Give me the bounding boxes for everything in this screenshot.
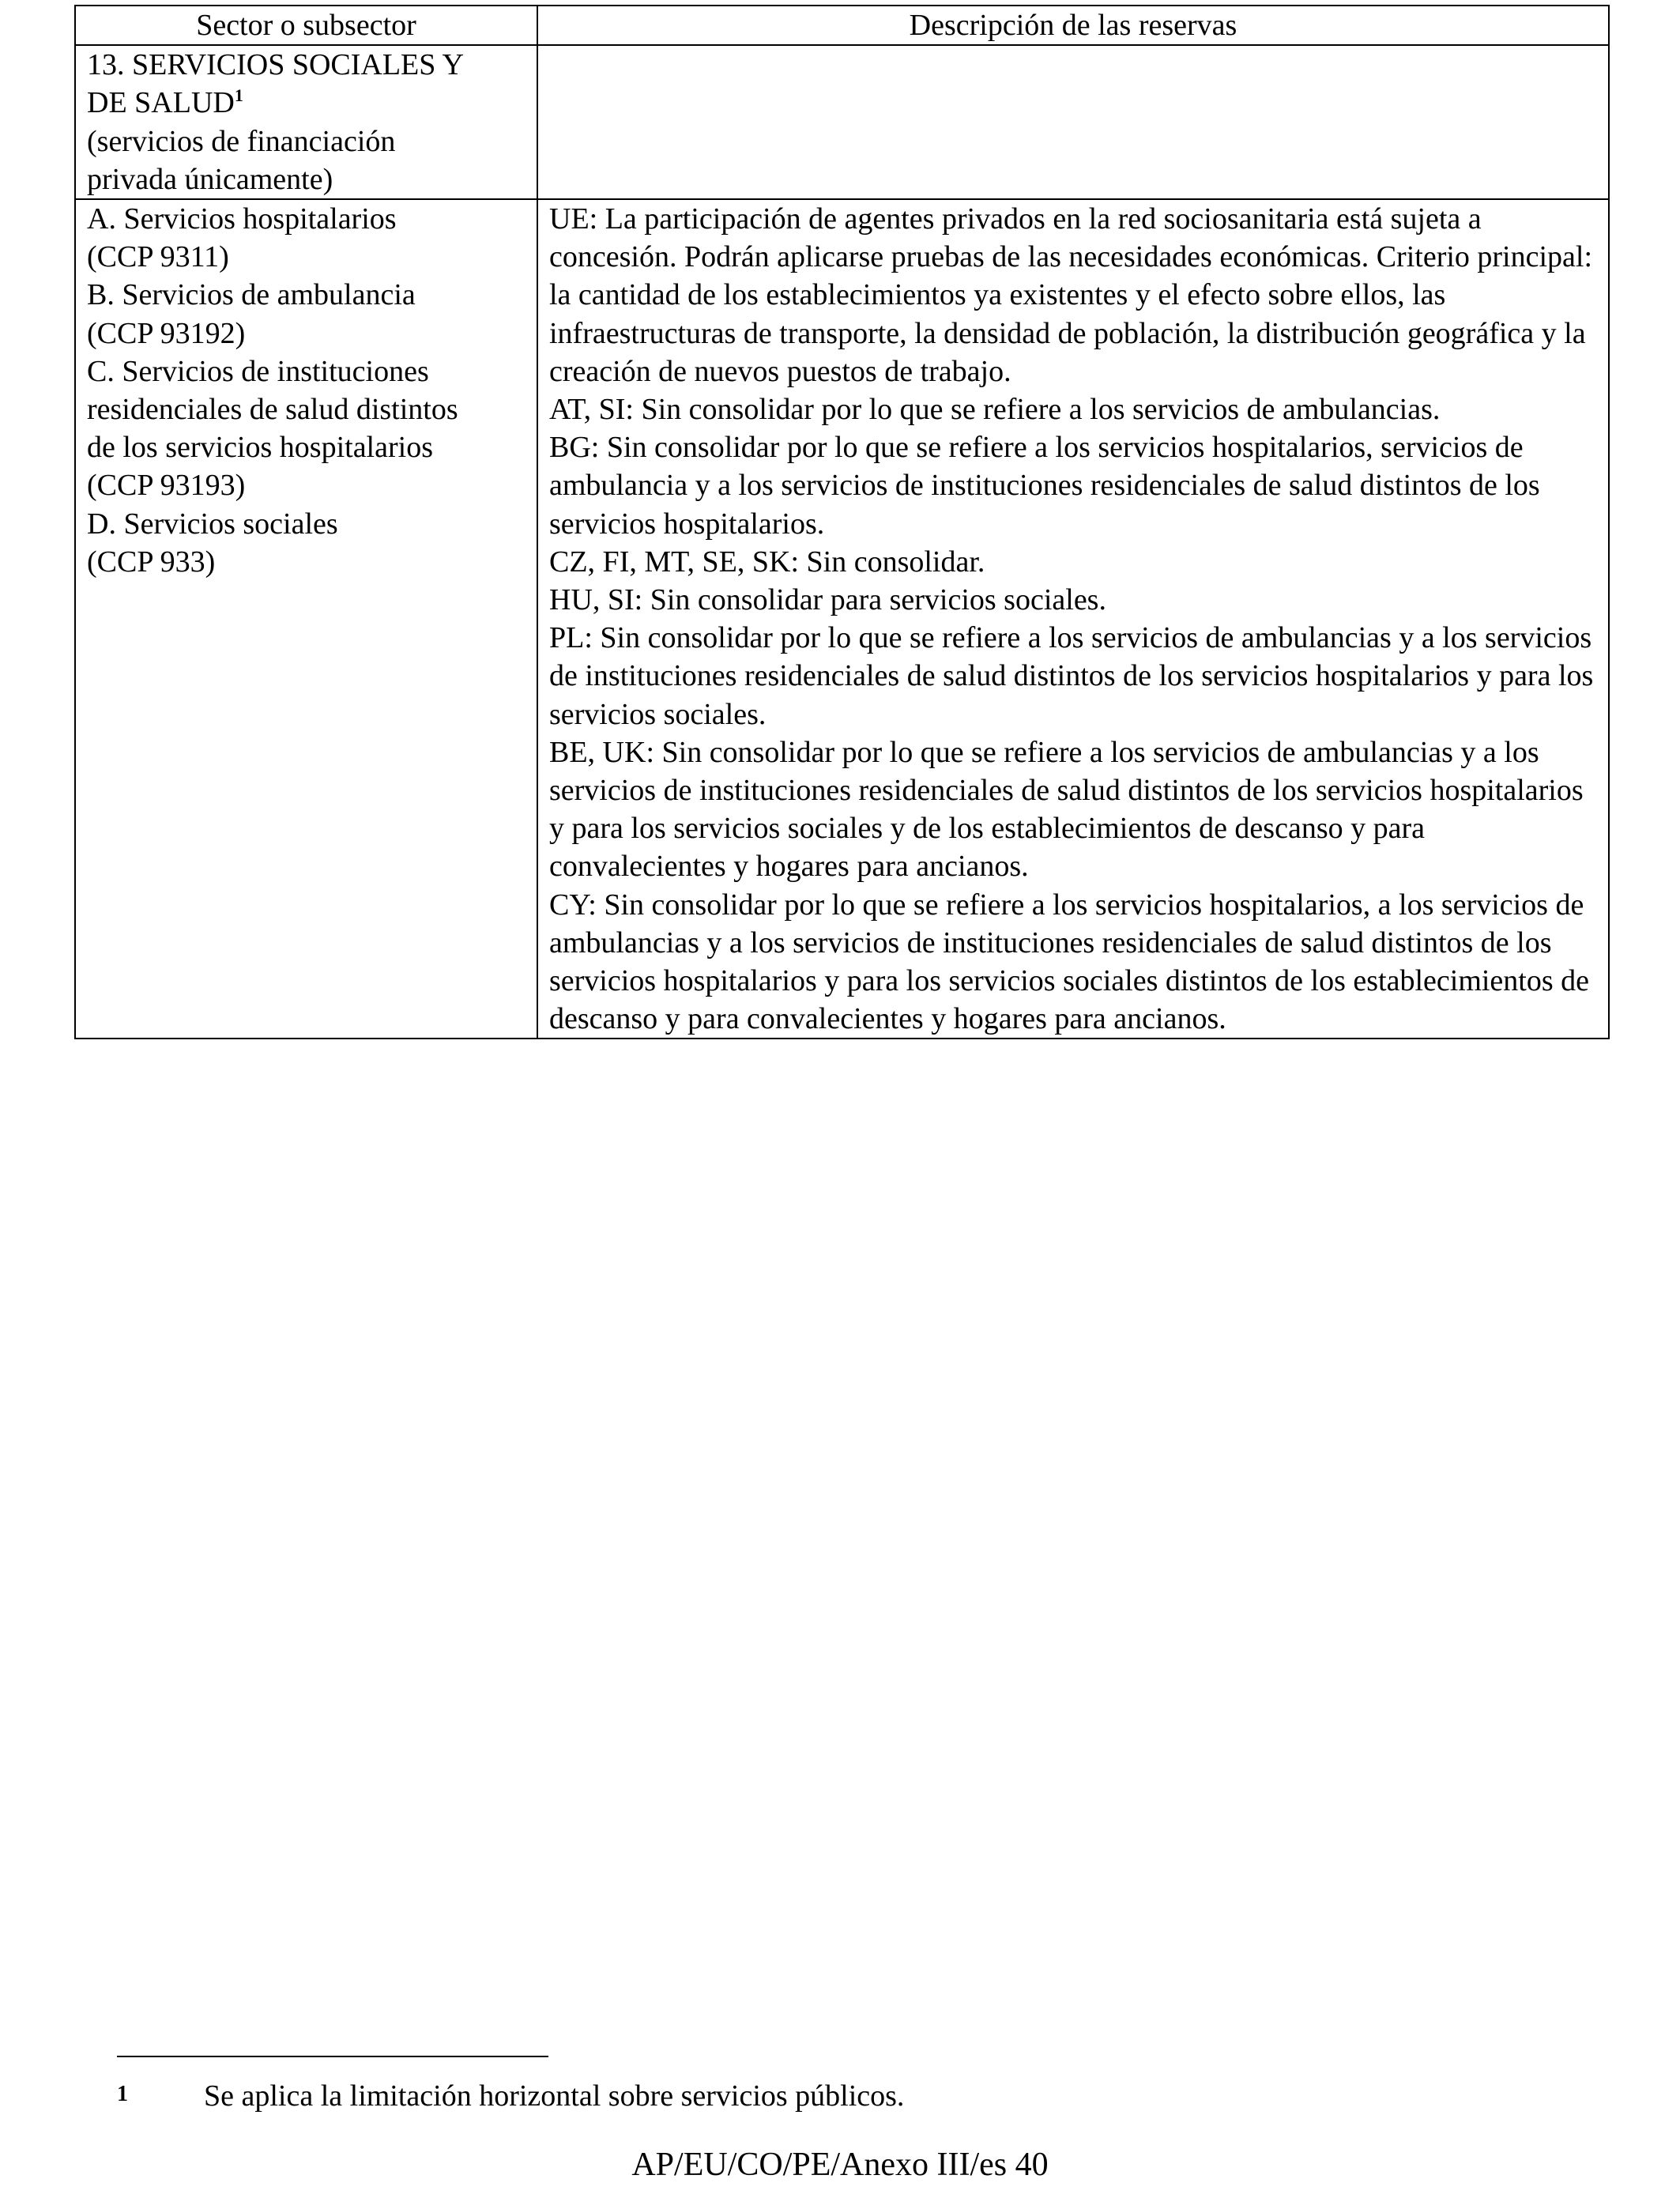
sector-item-line: residenciales de salud distintos bbox=[87, 393, 458, 427]
table-header-row bbox=[75, 6, 1609, 45]
sector-item-line: (CCP 9311) bbox=[87, 240, 229, 274]
reservation-paragraph-at-si: AT, SI: Sin consolidar por lo que se refiere a los servicios de ambulancias. bbox=[549, 393, 1441, 427]
sector-item-line: D. Servicios sociales bbox=[87, 507, 338, 541]
table-row-title bbox=[75, 45, 1609, 199]
sector-item-line: B. Servicios de ambulancia bbox=[87, 278, 416, 312]
footnote bbox=[117, 2075, 1603, 2115]
reservation-paragraph-ue: UE: La participación de agentes privados en la red sociosanitaria está sujeta a concesión. Podrán aplicarse pruebas de las necesidades económicas. Criterio principal: la cantidad de los establecimientos ya existentes y el efecto sobre ellos, las infraestructuras de transporte, la densidad de población, la distribución geográfica y la creación de nuevos puestos de trabajo. bbox=[549, 202, 1593, 388]
reservation-paragraph-hu-si: HU, SI: Sin consolidar para servicios sociales. bbox=[549, 583, 1106, 617]
sector-title-line: (servicios de financiación bbox=[87, 124, 396, 158]
sector-title-line: privada únicamente) bbox=[87, 162, 333, 196]
sector-list-cell bbox=[75, 199, 537, 1039]
reservation-paragraph-pl: PL: Sin consolidar por lo que se refiere a los servicios de ambulancias y a los servicios de instituciones residenciales de salud distintos de los servicios hospitalarios y para los servicios sociales. bbox=[549, 621, 1594, 731]
description-cell bbox=[537, 199, 1609, 1039]
footnote-reference[interactable]: 1 bbox=[234, 85, 243, 106]
table-row-content bbox=[75, 199, 1609, 1039]
page-footer: AP/EU/CO/PE/Anexo III/es 40 bbox=[631, 2147, 1049, 2183]
sector-item-line: de los servicios hospitalarios bbox=[87, 431, 433, 465]
footnote-text: Se aplica la limitación horizontal sobre servicios públicos. bbox=[204, 2079, 905, 2113]
description-title-cell bbox=[537, 45, 1609, 199]
sector-title-line bbox=[87, 84, 527, 122]
sector-title-text: DE SALUD bbox=[87, 86, 235, 120]
reservation-paragraph-be-uk: BE, UK: Sin consolidar por lo que se refiere a los servicios de ambulancias y a los servicios de instituciones residenciales de salud distintos de los servicios hospitalarios y para los servicios sociales y de los establecimientos de descanso y para convalecientes y hogares para ancianos. bbox=[549, 735, 1584, 884]
footnote-separator bbox=[117, 2056, 548, 2057]
sector-item-line: (CCP 93192) bbox=[87, 316, 246, 350]
footnote-number: 1 bbox=[117, 2082, 128, 2106]
header-description: Descripción de las reservas bbox=[537, 6, 1609, 45]
sector-item-line: C. Servicios de instituciones bbox=[87, 354, 429, 388]
sector-item-line: (CCP 933) bbox=[87, 545, 216, 579]
reservations-table bbox=[74, 5, 1610, 1039]
sector-title-cell bbox=[75, 45, 537, 199]
reservation-paragraph-cz-fi-mt-se-sk: CZ, FI, MT, SE, SK: Sin consolidar. bbox=[549, 545, 985, 579]
sector-title-line: 13. SERVICIOS SOCIALES Y bbox=[87, 48, 464, 82]
reservation-paragraph-cy: CY: Sin consolidar por lo que se refiere a los servicios hospitalarios, a los servicios de ambulancias y a los servicios de instituciones residenciales de salud distintos de los servicios hospitalarios y para los servicios sociales distintos de los establecimientos de descanso y para convalecientes y hogares para ancianos. bbox=[549, 888, 1590, 1036]
header-sector: Sector o subsector bbox=[75, 6, 537, 45]
sector-item-line: A. Servicios hospitalarios bbox=[87, 202, 397, 236]
sector-item-line: (CCP 93193) bbox=[87, 469, 246, 503]
reservation-paragraph-bg: BG: Sin consolidar por lo que se refiere a los servicios hospitalarios, servicios de ambulancia y a los servicios de instituciones residenciales de salud distintos de los servicios hospitalarios. bbox=[549, 431, 1540, 541]
